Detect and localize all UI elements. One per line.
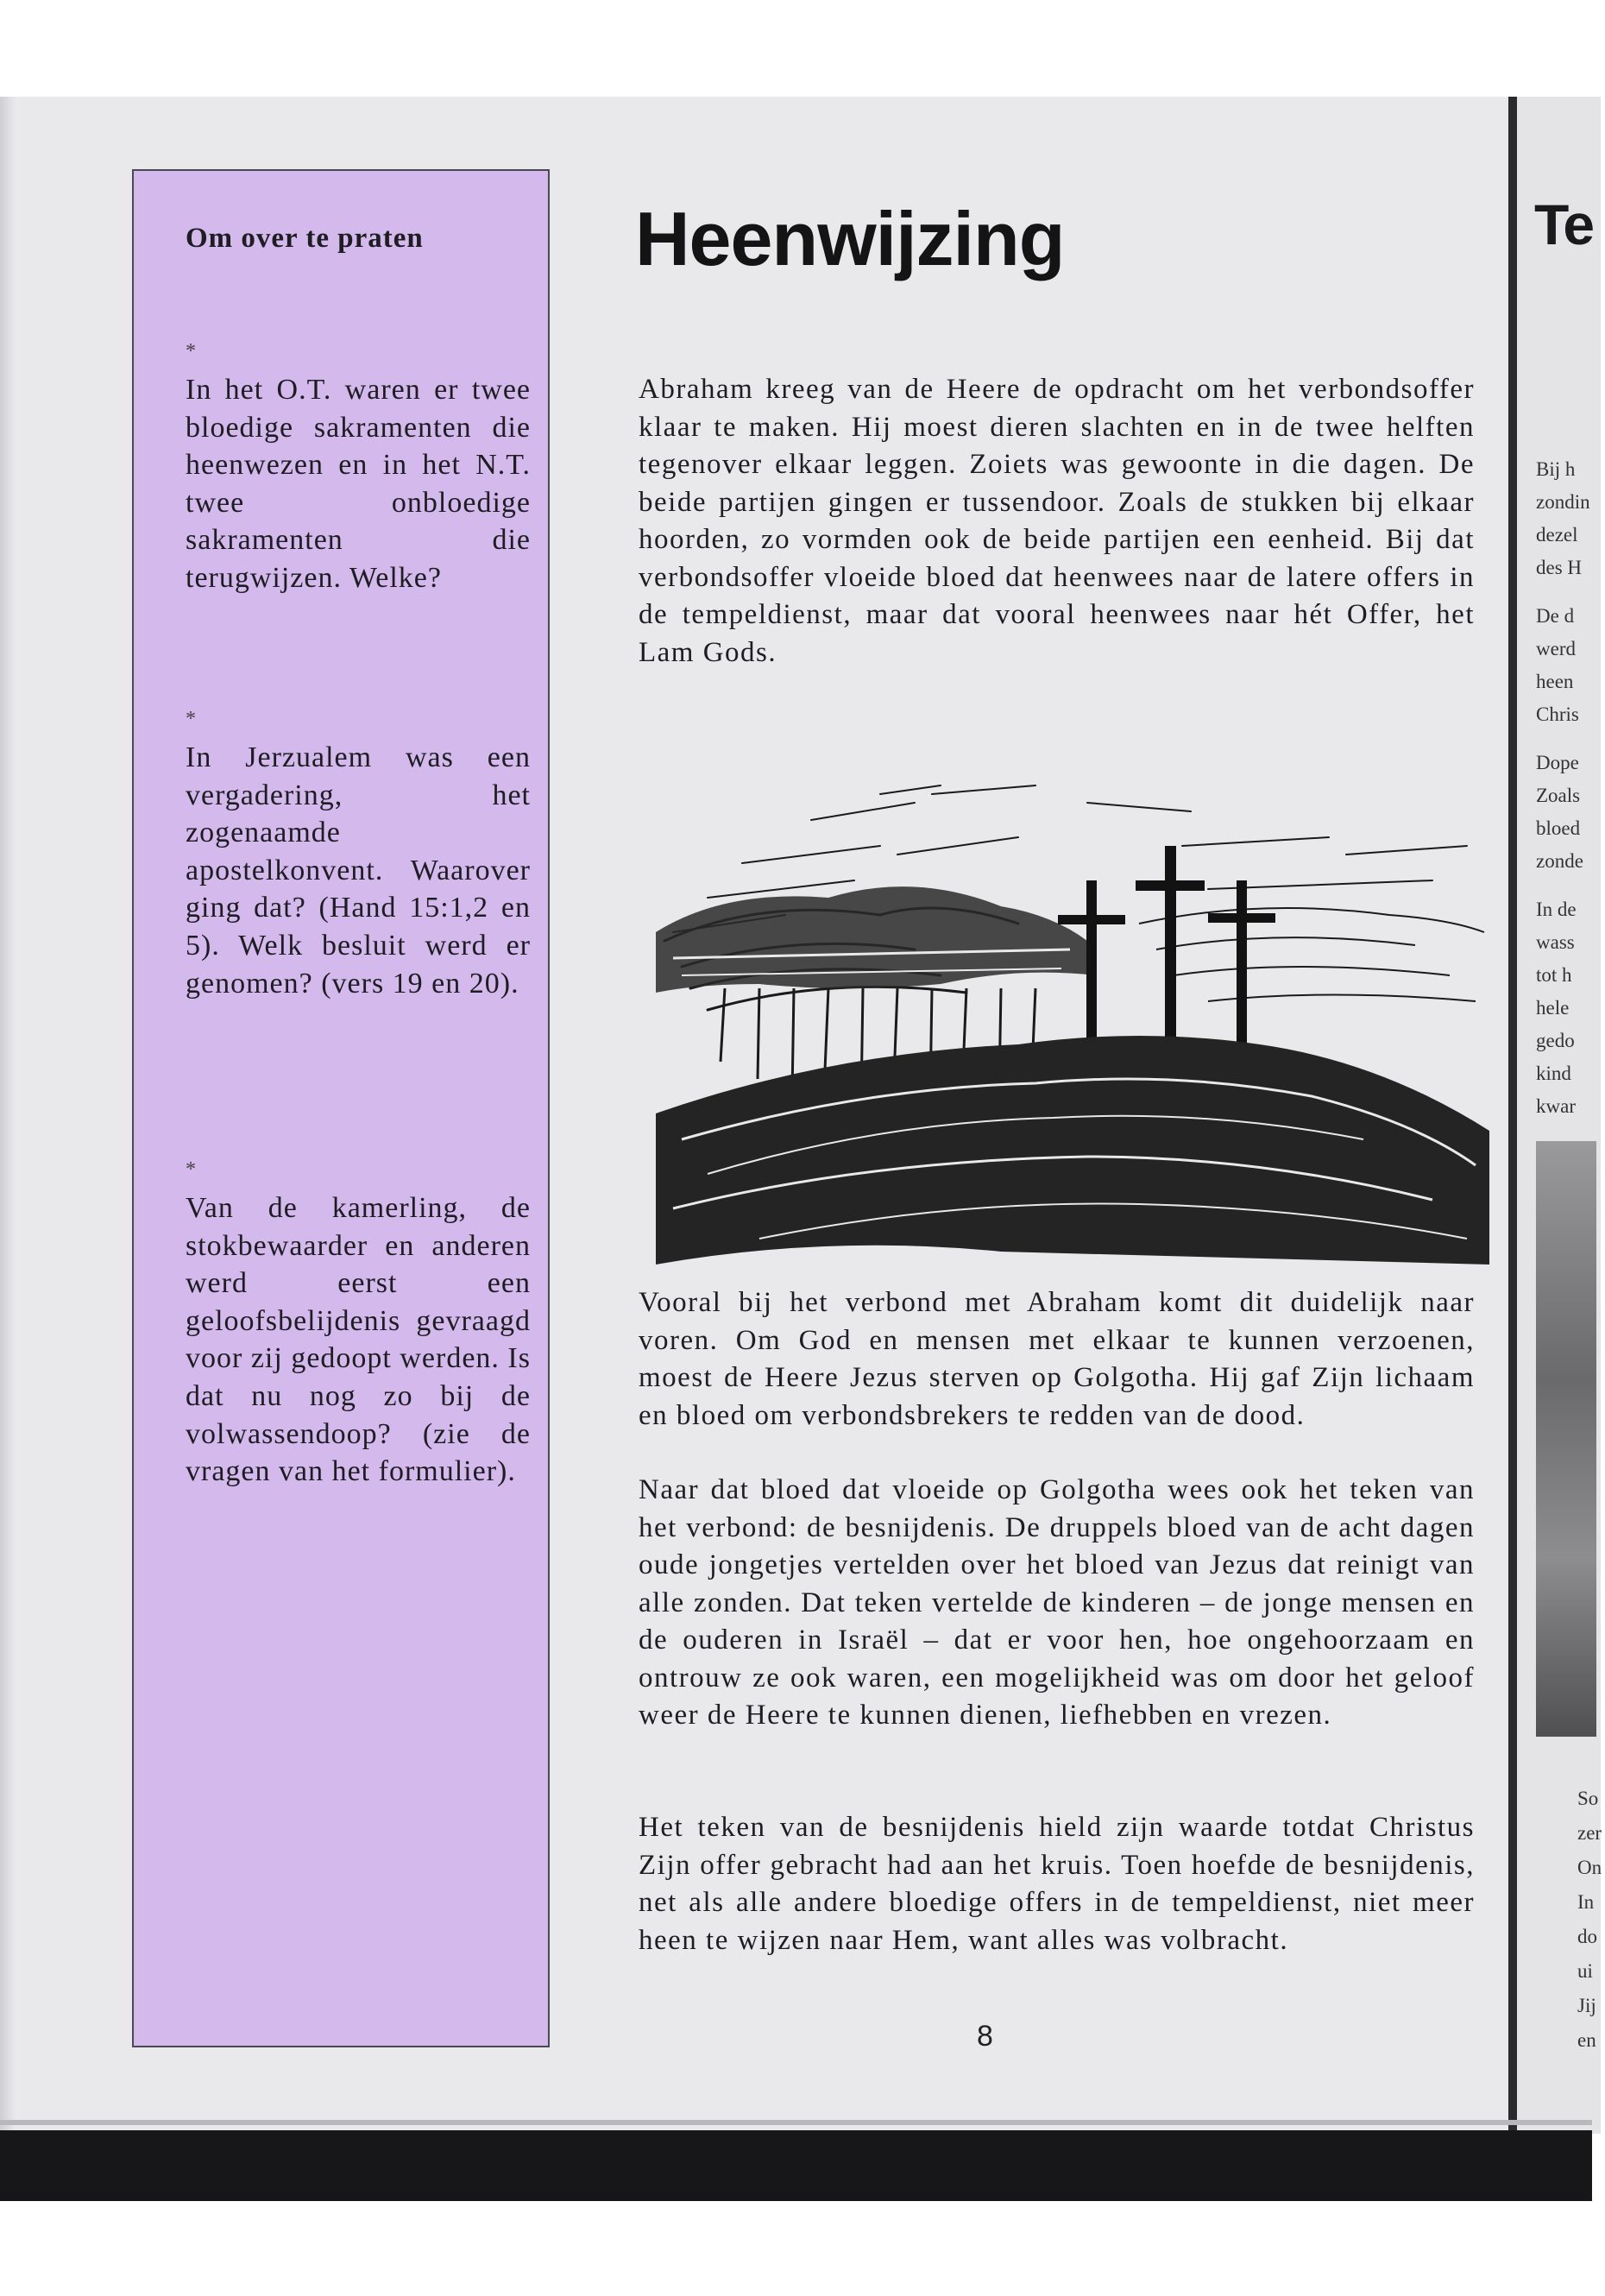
next-page-fragment: kind [1536,1063,1571,1084]
sidebar-question-3: Van de kamerling, de stokbewaarder en anderen werd eerst een geloofsbelijdenis gevraagd voor zij gedoopt werden. Is dat nu nog zo bij de volwassendoop? (zie de vragen van het formulier). [186,1192,531,1488]
next-page-fragment: do [1577,1926,1597,1947]
scan-bottom-band [0,2130,1592,2201]
sidebar-question-2: In Jerzualem was een vergadering, het zogenaamde apostelkonvent. Waarover ging dat? (Hand 15:1,2 en 5). Welk besluit werd er genomen? (vers 19 en 20). [186,741,531,1000]
next-page-fragment: ui [1577,1960,1593,1982]
asterisk-separator: * [186,1158,196,1181]
next-page-fragment: Chris [1536,703,1579,725]
page-bottom-edge [0,2120,1592,2125]
next-page-fragment: tot h [1536,964,1572,986]
page-number: 8 [977,2020,993,2053]
next-page-title: Te [1534,192,1594,256]
next-page-fragment: des H [1536,557,1583,578]
next-page-photo [1536,1141,1596,1737]
next-page-fragment: Zoals [1536,785,1581,806]
next-page-fragment: hele [1536,997,1570,1019]
sidebar-question-1: In het O.T. waren er twee bloedige sakramenten die heenwezen en in het N.T. twee onbloedige sakramenten die terugwijzen. Welke? [186,374,531,594]
next-page-fragment: wass [1536,931,1575,953]
next-page-fragment: In de [1536,899,1577,920]
next-page-edge [1508,97,1601,2134]
asterisk-separator: * [186,340,196,363]
sidebar-title: Om over te praten [186,223,424,254]
next-page-fragment: In [1577,1891,1595,1913]
next-page-fragment: werd [1536,638,1576,659]
article-paragraph-4: Het teken van de besnijdenis hield zijn waarde totdat Christus Zijn offer gebracht had aan het kruis. Toen hoefde de besnijdenis, net als alle andere bloedige offers in de tempeldienst, niet meer heen te wijzen naar Hem, want alles was volbracht. [639,1812,1475,1956]
asterisk-separator: * [186,708,196,730]
next-page-fragment: Bij h [1536,458,1576,480]
next-page-fragment: Jij [1577,1995,1596,2016]
next-page-fragment: On [1577,1857,1602,1878]
article-heading: Heenwijzing [635,196,1065,281]
discussion-sidebar [132,169,550,2047]
next-page-fragment: en [1577,2029,1596,2051]
next-page-fragment: dezel [1536,524,1578,546]
next-page-fragment: Dope [1536,752,1579,773]
page-edge [0,97,16,2201]
article-paragraph-1: Abraham kreeg van de Heere de opdracht om het verbondsoffer klaar te maken. Hij moest dieren slachten en in de twee helften tegenover elkaar leggen. Zoiets was gewoonte in die dagen. De beide partijen gingen er tussendoor. Zoals de stukken bij elkaar hoorden, zo vormden ook de beide partijen een eenheid. Bij dat verbondsoffer vloeide bloed dat heenwees naar de latere offers in de tempeldienst, maar dat vooral heenwees naar hét Offer, het Lam Gods. [639,374,1475,668]
next-page-fragment: So [1577,1788,1599,1809]
next-page-fragment: zonde [1536,850,1583,872]
next-page-fragment: De d [1536,605,1575,627]
article-paragraph-2: Vooral bij het verbond met Abraham komt dit duidelijk naar voren. Om God en mensen met elkaar te kunnen verzoenen, moest de Heere Jezus sterven op Golgotha. Hij gaf Zijn lichaam en bloed om verbondsbrekers te redden van de dood. [639,1287,1475,1431]
next-page-fragment: zer [1577,1822,1602,1844]
next-page-fragment: bloed [1536,817,1581,839]
calvary-three-crosses-illustration [656,768,1489,1265]
next-page-fragment: gedo [1536,1030,1575,1051]
article-paragraph-3: Naar dat bloed dat vloeide op Golgotha wees ook het teken van het verbond: de besnijdenis. De druppels bloed van de acht dagen oude jongetjes vertelden over het bloed van Jezus dat reinigt van alle zonden. Dat teken vertelde de kinderen – de jonge mensen en de ouderen in Israël – dat er voor hen, hoe ongehoorzaam en ontrouw ze ook waren, een mogelijkheid was om door het geloof weer de Heere te kunnen dienen, liefhebben en vrezen. [639,1474,1475,1731]
next-page-fragment: zondin [1536,491,1590,513]
next-page-fragment: kwar [1536,1095,1576,1117]
next-page-fragment: heen [1536,671,1574,692]
